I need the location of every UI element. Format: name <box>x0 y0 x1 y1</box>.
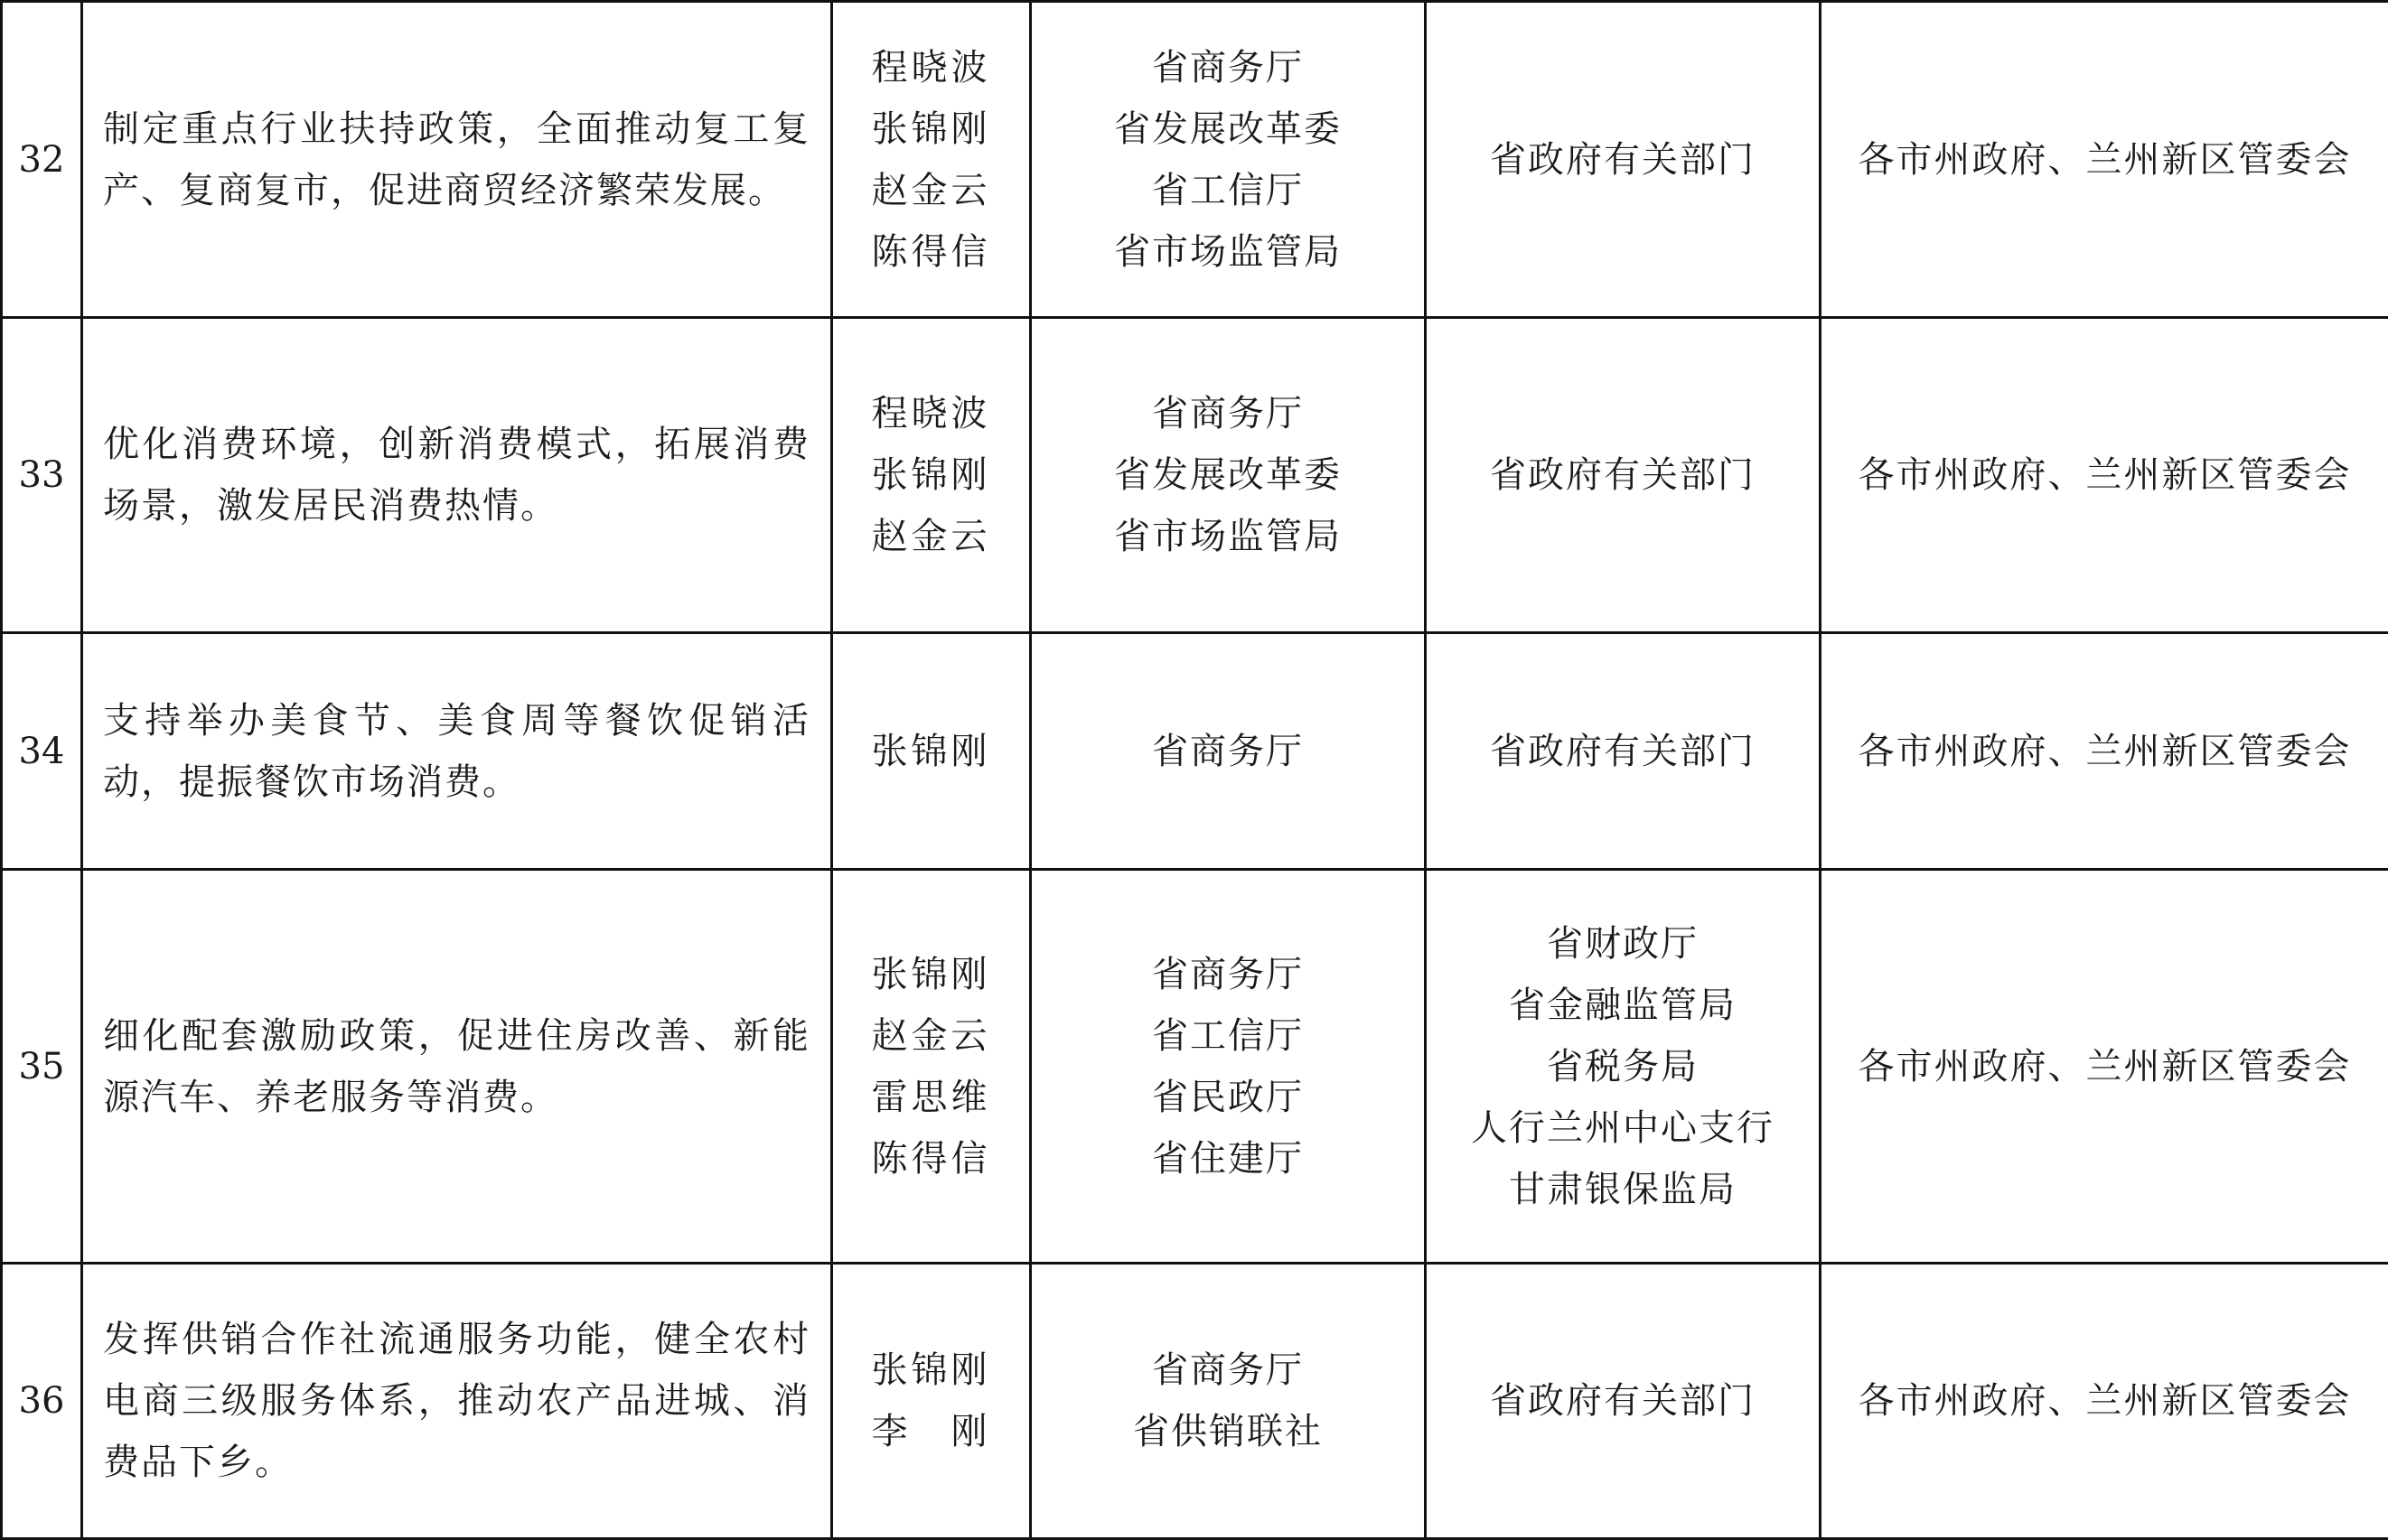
lead-unit: 省工信厅 <box>1152 1014 1304 1057</box>
task-text: 细化配套激励政策，促进住房改善、新能源汽车、养老服务等消费。 <box>82 870 832 1264</box>
task-text: 制定重点行业扶持政策，全面推动复工复产、复商复市，促进商贸经济繁荣发展。 <box>82 2 832 318</box>
row-number: 36 <box>2 1264 82 1539</box>
lead-unit-list <box>1031 2 1426 318</box>
coop-unit: 省政府有关部门 <box>1490 138 1756 181</box>
leader-name: 赵金云 <box>871 516 991 557</box>
leader-list <box>832 633 1031 870</box>
leader-list <box>832 870 1031 1264</box>
table-row <box>2 2 2388 318</box>
coop-unit: 省金融监管局 <box>1509 984 1737 1026</box>
coop-unit: 人行兰州中心支行 <box>1471 1106 1775 1149</box>
row-number: 34 <box>2 633 82 870</box>
lead-unit: 省商务厅 <box>1152 730 1304 772</box>
leader-name: 张锦刚 <box>871 730 991 772</box>
lead-unit: 省商务厅 <box>1152 393 1304 434</box>
task-text: 支持举办美食节、美食周等餐饮促销活动，提振餐饮市场消费。 <box>82 633 832 870</box>
coop-unit-list <box>1426 2 1821 318</box>
coop-unit: 省税务局 <box>1547 1045 1699 1087</box>
leader-name: 张锦刚 <box>871 953 991 995</box>
coop-unit-list <box>1426 1264 1821 1539</box>
leader-name: 陈得信 <box>871 230 991 273</box>
row-number: 32 <box>2 2 82 318</box>
lead-unit-list <box>1031 870 1426 1264</box>
lead-unit: 省发展改革委 <box>1114 107 1342 150</box>
lead-unit: 省发展改革委 <box>1114 454 1342 496</box>
lead-unit: 省市场监管局 <box>1114 230 1342 273</box>
responsible-unit: 各市州政府、兰州新区管委会 <box>1821 318 2388 633</box>
lead-unit-list <box>1031 633 1426 870</box>
table-row <box>2 1264 2388 1539</box>
row-number: 35 <box>2 870 82 1264</box>
responsible-unit: 各市州政府、兰州新区管委会 <box>1821 1264 2388 1539</box>
leader-name: 赵金云 <box>871 169 991 211</box>
responsible-unit: 各市州政府、兰州新区管委会 <box>1821 2 2388 318</box>
leader-name: 李 刚 <box>871 1411 991 1452</box>
leader-list <box>832 2 1031 318</box>
leader-list <box>832 318 1031 633</box>
lead-unit-list <box>1031 318 1426 633</box>
lead-unit: 省住建厅 <box>1152 1137 1304 1180</box>
coop-unit-list <box>1426 633 1821 870</box>
coop-unit-list <box>1426 318 1821 633</box>
coop-unit: 省政府有关部门 <box>1490 730 1756 772</box>
coop-unit: 省政府有关部门 <box>1490 454 1756 496</box>
leader-name: 张锦刚 <box>871 1349 991 1391</box>
leader-name: 雷思维 <box>871 1076 991 1118</box>
lead-unit: 省市场监管局 <box>1114 516 1342 557</box>
coop-unit: 甘肃银保监局 <box>1509 1168 1737 1210</box>
row-number: 33 <box>2 318 82 633</box>
lead-unit: 省民政厅 <box>1152 1076 1304 1118</box>
leader-name: 张锦刚 <box>871 107 991 150</box>
leader-name: 赵金云 <box>871 1014 991 1057</box>
table-row <box>2 318 2388 633</box>
task-text: 优化消费环境，创新消费模式，拓展消费场景，激发居民消费热情。 <box>82 318 832 633</box>
task-text: 发挥供销合作社流通服务功能，健全农村电商三级服务体系，推动农产品进城、消费品下乡。 <box>82 1264 832 1539</box>
lead-unit-list <box>1031 1264 1426 1539</box>
lead-unit: 省商务厅 <box>1152 1349 1304 1391</box>
leader-name: 陈得信 <box>871 1137 991 1180</box>
responsible-unit: 各市州政府、兰州新区管委会 <box>1821 870 2388 1264</box>
leader-name: 程晓波 <box>871 393 991 434</box>
responsible-unit: 各市州政府、兰州新区管委会 <box>1821 633 2388 870</box>
leader-name: 张锦刚 <box>871 454 991 496</box>
lead-unit: 省商务厅 <box>1152 46 1304 89</box>
table-row <box>2 870 2388 1264</box>
coop-unit: 省财政厅 <box>1547 922 1699 965</box>
lead-unit: 省供销联社 <box>1133 1411 1323 1452</box>
lead-unit: 省工信厅 <box>1152 169 1304 211</box>
coop-unit-list <box>1426 870 1821 1264</box>
leader-list <box>832 1264 1031 1539</box>
leader-name: 程晓波 <box>871 46 991 89</box>
coop-unit: 省政府有关部门 <box>1490 1380 1756 1422</box>
lead-unit: 省商务厅 <box>1152 953 1304 995</box>
table-row <box>2 633 2388 870</box>
